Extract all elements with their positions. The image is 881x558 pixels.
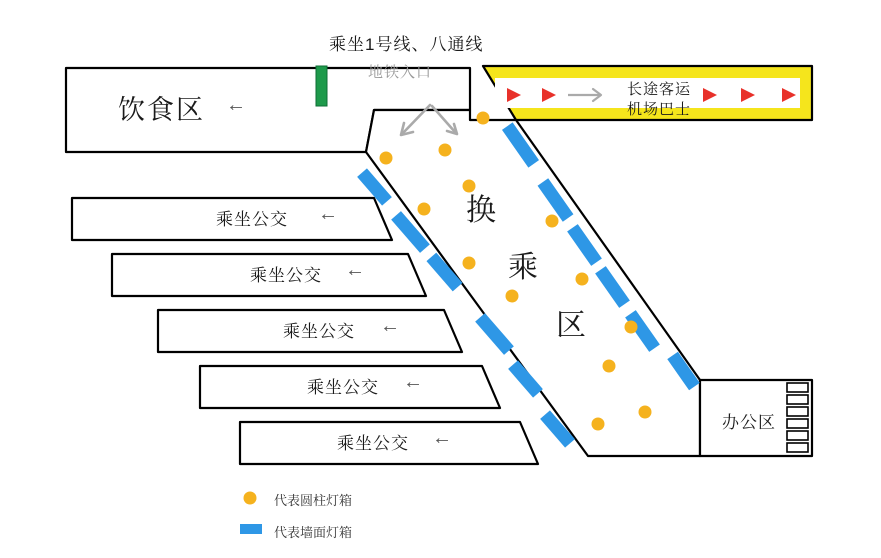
transfer-area-char-1: 换 bbox=[466, 194, 496, 227]
metro-entrance-lightbox bbox=[316, 66, 327, 106]
legend-label-circle: 代表圆柱灯箱 bbox=[274, 493, 353, 508]
bus-corridor-label-3: 乘坐公交 bbox=[283, 322, 355, 341]
legend-label-bar: 代表墙面灯箱 bbox=[274, 525, 353, 540]
long-distance-bus-label-1: 长途客运 bbox=[627, 81, 692, 98]
bus-corridor-arrow-2: ← bbox=[345, 259, 365, 281]
bus-corridor-arrow-4: ← bbox=[403, 371, 423, 393]
bus-corridor-arrow-1: ← bbox=[318, 203, 338, 225]
food-area-label: 饮食区 bbox=[118, 95, 205, 125]
bus-corridor-label-4: 乘坐公交 bbox=[307, 378, 379, 397]
office-area-label: 办公区 bbox=[722, 413, 776, 432]
food-area-arrow: ← bbox=[226, 94, 246, 116]
long-distance-bus-label-2: 机场巴士 bbox=[627, 101, 692, 118]
transfer-area-char-2: 乘 bbox=[508, 251, 538, 284]
bus-corridor-label-2: 乘坐公交 bbox=[250, 266, 322, 285]
transfer-area-char-3: 区 bbox=[556, 309, 586, 342]
bus-corridor-label-1: 乘坐公交 bbox=[216, 210, 288, 229]
metro-line-title: 乘坐1号线、八通线 bbox=[329, 35, 484, 54]
legend-bar-marker bbox=[240, 524, 262, 534]
bus-corridor-arrow-5: ← bbox=[432, 427, 452, 449]
metro-entrance-label: 地铁入口 bbox=[368, 64, 433, 81]
bus-corridor-arrow-3: ← bbox=[380, 315, 400, 337]
legend-circle-marker bbox=[244, 492, 257, 505]
bus-corridor-label-5: 乘坐公交 bbox=[337, 434, 409, 453]
